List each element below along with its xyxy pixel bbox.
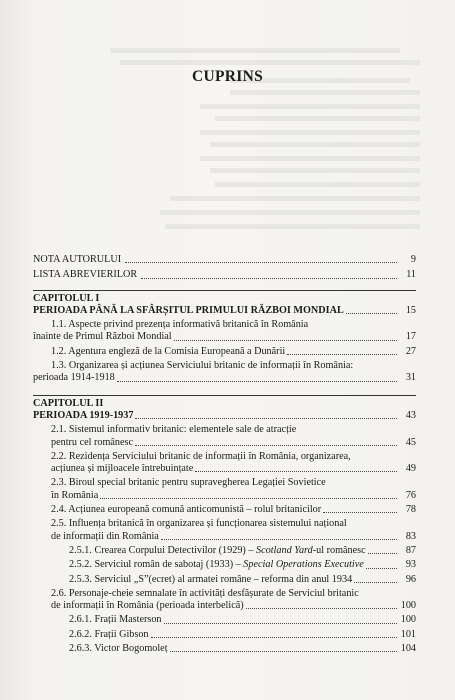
chapter-1-label: CAPITOLUL I [33, 292, 100, 304]
toc-entry-line: 2.4. Acțiunea europeană comună anticomunistă – rolul britanicilor [51, 504, 322, 516]
table-of-contents [33, 254, 416, 655]
toc-entry-2-5-3[interactable] [33, 574, 416, 586]
toc-entry-line [69, 545, 366, 557]
leader-dots [246, 608, 397, 609]
leader-dots [366, 568, 397, 569]
toc-entry-line: 2.3. Biroul special britanic pentru supravegherea Legației Sovietice [51, 477, 326, 489]
toc-entry-line: de informații în România (perioada interbelică) [51, 600, 244, 612]
toc-page-number: 27 [405, 345, 416, 357]
toc-entry-line: 2.1. Sistemul informativ britanic: elementele sale de atracție [51, 424, 297, 436]
toc-entry-2-1[interactable] [33, 424, 416, 449]
section-divider [33, 395, 416, 396]
toc-entry-line: 2.6.1. Frații Masterson [69, 614, 162, 626]
toc-entry-italic: Special Operations Executive [243, 559, 364, 571]
toc-page-number: 43 [405, 409, 416, 421]
leader-dots [141, 278, 397, 279]
toc-entry-label: LISTA ABREVIERILOR [33, 269, 138, 281]
toc-entry-line: 2.6.2. Frații Gibson [69, 628, 149, 640]
leader-dots [117, 381, 397, 382]
toc-entry-line: 2.5. Influența britanică în organizarea și funcționarea sistemului național [51, 518, 347, 530]
toc-entry-italic: Scotland Yard [256, 544, 313, 556]
leader-dots [170, 651, 397, 652]
chapter-2-label: CAPITOLUL II [33, 397, 104, 409]
toc-entry-line: 1.2. Agentura engleză de la Comisia Europeană a Dunării [51, 345, 286, 357]
toc-entry-line: pentru cel românesc [51, 436, 134, 448]
leader-dots [135, 418, 397, 419]
toc-page-number: 15 [405, 304, 416, 316]
toc-page-number: 100 [400, 600, 416, 612]
show-through-text [0, 0, 455, 240]
toc-entry-line: perioada 1914-1918 [33, 372, 115, 384]
toc-entry-line [69, 559, 364, 571]
toc-entry-text: 2.5.1. Crearea Corpului Detectivilor (1929) – [69, 544, 257, 556]
leader-dots [174, 340, 397, 341]
toc-entry-line: 1.1. Aspecte privind prezența informativă britanică în România [51, 319, 309, 331]
toc-page-number: 83 [405, 530, 416, 542]
toc-page-number: 87 [405, 544, 416, 556]
toc-entry-line: în România [51, 489, 99, 501]
leader-dots [125, 262, 397, 263]
chapter-2-title-entry[interactable] [33, 410, 416, 422]
toc-page-number: 104 [400, 643, 416, 655]
toc-entry-2-2[interactable] [33, 451, 416, 476]
toc-entry-text: -ul românesc [312, 544, 366, 556]
toc-entry-line: 2.5.3. Serviciul „S”(ecret) al armatei române – reforma din anul 1934 [69, 573, 353, 585]
toc-entry-nota[interactable] [33, 254, 416, 266]
toc-entry-line: acțiunea și mijloacele întrebuințate [51, 463, 194, 475]
leader-dots [151, 637, 397, 638]
leader-dots [195, 471, 397, 472]
toc-page-number: 45 [405, 436, 416, 448]
leader-dots [100, 498, 397, 499]
toc-page-number: 49 [405, 463, 416, 475]
toc-entry-2-6-1[interactable] [33, 614, 416, 626]
toc-page-number: 76 [405, 489, 416, 501]
toc-entry-2-4[interactable] [33, 504, 416, 516]
toc-page-number: 93 [405, 559, 416, 571]
toc-entry-2-6-2[interactable] [33, 629, 416, 641]
toc-page-number: 17 [405, 331, 416, 343]
toc-entry-line: de informații din România [51, 530, 159, 542]
toc-entry-2-5-1[interactable] [33, 545, 416, 557]
leader-dots [161, 539, 397, 540]
toc-entry-lista[interactable] [33, 269, 416, 281]
toc-entry-text: 2.5.2. Serviciul român de sabotaj (1933) – [69, 559, 244, 571]
toc-page-number: 31 [405, 372, 416, 384]
toc-entry-1-3[interactable] [33, 360, 416, 385]
toc-entry-1-1[interactable] [33, 319, 416, 344]
toc-entry-line: 2.6.3. Victor Bogomoleț [69, 643, 168, 655]
chapter-2-title: PERIOADA 1919-1937 [33, 409, 134, 421]
page-title: CUPRINS [192, 68, 263, 85]
leader-dots [368, 553, 397, 554]
section-divider [33, 290, 416, 291]
toc-entry-line: 1.3. Organizarea și acțiunea Serviciului britanic de informații în România: [51, 360, 354, 372]
toc-entry-2-6-3[interactable] [33, 643, 416, 655]
toc-page-number: 101 [400, 628, 416, 640]
leader-dots [354, 582, 397, 583]
toc-page-number: 78 [405, 504, 416, 516]
leader-dots [346, 313, 397, 314]
leader-dots [287, 354, 397, 355]
toc-page-number: 11 [406, 269, 416, 281]
toc-entry-2-3[interactable] [33, 477, 416, 502]
toc-entry-1-2[interactable] [33, 346, 416, 358]
leader-dots [323, 512, 397, 513]
toc-entry-2-5[interactable] [33, 518, 416, 543]
toc-page-number: 96 [405, 573, 416, 585]
toc-entry-line: 2.2. Rezidența Serviciului britanic de informații în România, organizarea, [51, 450, 351, 462]
toc-entry-2-6[interactable] [33, 588, 416, 613]
toc-entry-line: înainte de Primul Război Mondial [33, 331, 172, 343]
leader-dots [164, 623, 397, 624]
toc-entry-2-5-2[interactable] [33, 559, 416, 571]
toc-entry-label: NOTA AUTORULUI [33, 254, 122, 265]
toc-page-number: 100 [400, 614, 416, 626]
toc-page-number: 9 [410, 254, 416, 265]
chapter-1-title: PERIOADA PÂNĂ LA SFÂRȘITUL PRIMULUI RĂZBOI MONDIAL [33, 304, 344, 316]
toc-entry-line: 2.6. Personaje-cheie semnalate în activități desfășurate de Serviciul britanic [51, 587, 359, 599]
chapter-1-title-entry[interactable] [33, 305, 416, 317]
leader-dots [135, 445, 397, 446]
